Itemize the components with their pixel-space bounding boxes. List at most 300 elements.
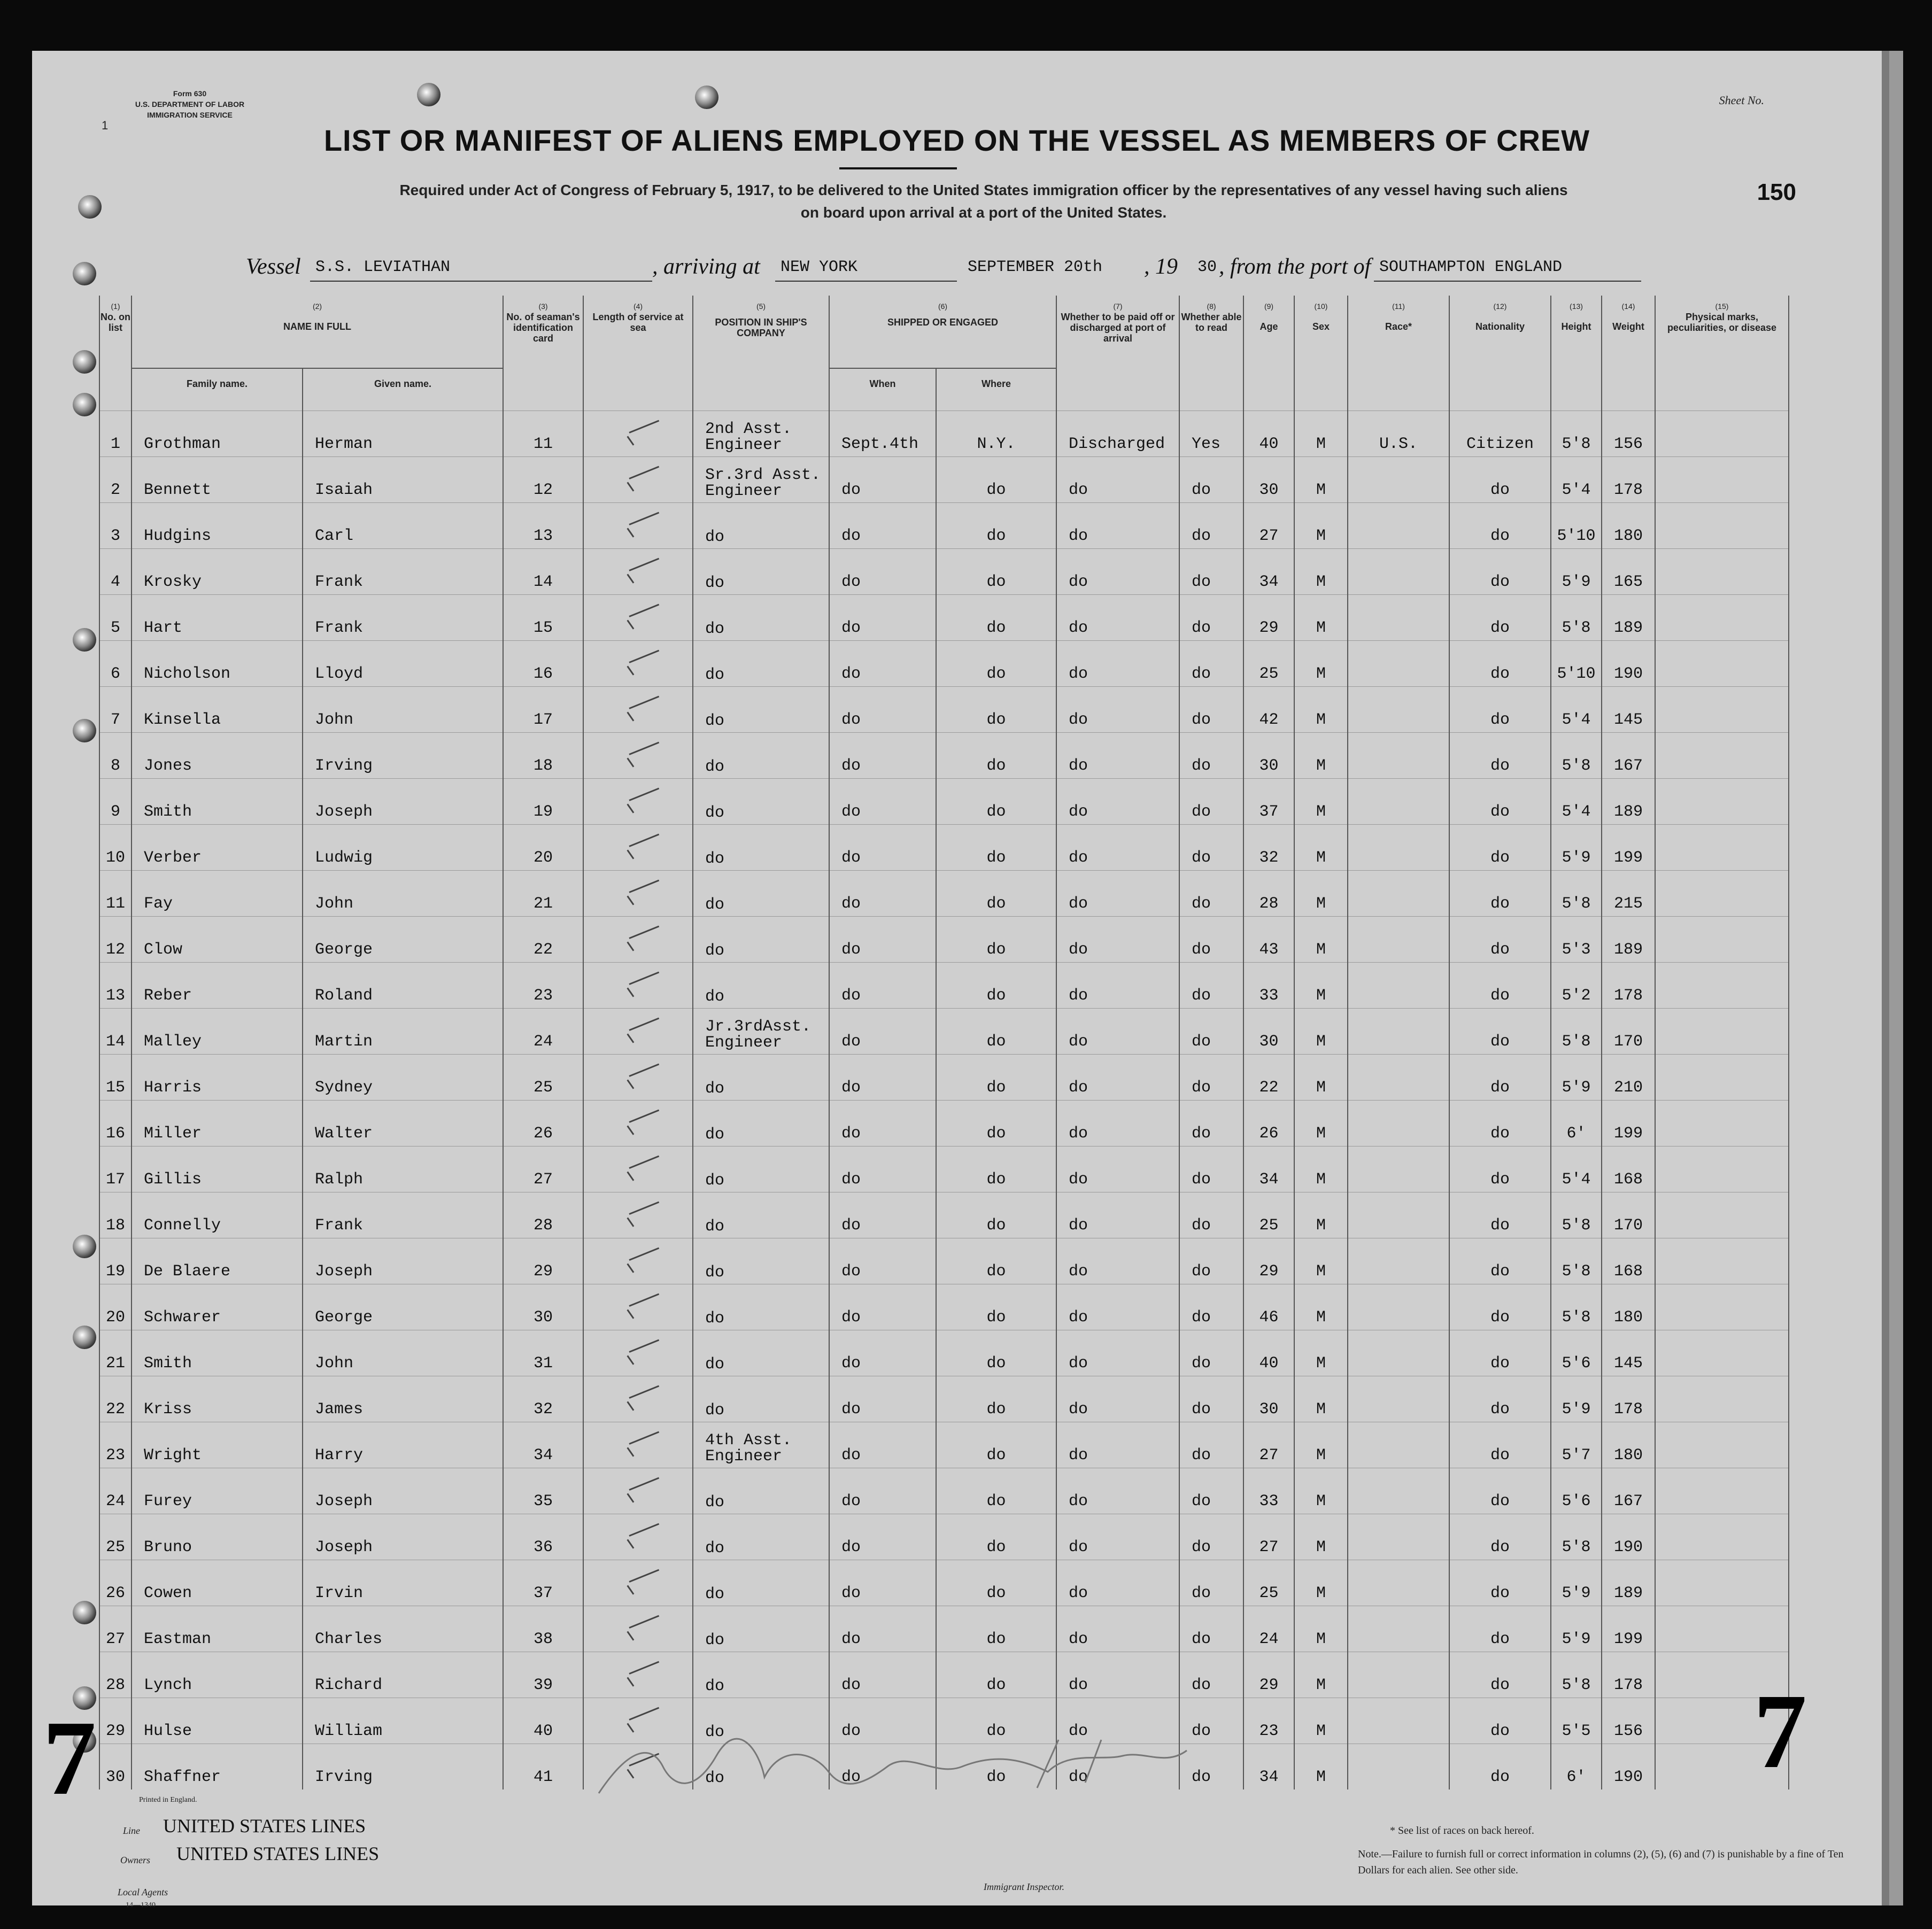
shipped-where-cell: do — [936, 917, 1056, 963]
checkmark-icon — [620, 1032, 657, 1045]
row-number-cell: 19 — [99, 1238, 132, 1284]
position-line-2: do — [705, 1080, 725, 1098]
shipped-where-cell: do — [936, 733, 1056, 779]
paid-off-cell: do — [1056, 1101, 1179, 1146]
id-card-cell: 32 — [503, 1376, 583, 1422]
height-cell: 5'8 — [1551, 1238, 1602, 1284]
given-name-cell: Frank — [303, 549, 503, 595]
punch-hole-icon — [78, 195, 102, 219]
able-to-read-cell: do — [1179, 963, 1243, 1009]
nationality-cell: do — [1449, 1284, 1551, 1330]
row-number-cell: 10 — [99, 825, 132, 871]
row-number-cell: 3 — [99, 503, 132, 549]
table-row — [99, 733, 1789, 779]
race-cell — [1348, 779, 1449, 825]
shipped-when-cell: do — [829, 641, 936, 687]
weight-cell: 199 — [1602, 825, 1655, 871]
age-cell: 25 — [1243, 641, 1294, 687]
sheet-number: 150 — [1757, 179, 1796, 205]
height-cell: 5'3 — [1551, 917, 1602, 963]
height-cell: 5'8 — [1551, 1284, 1602, 1330]
physical-marks-cell — [1655, 1192, 1789, 1238]
height-cell: 5'2 — [1551, 963, 1602, 1009]
checkmark-icon — [620, 1215, 657, 1229]
col-race-header: (11) Race* — [1348, 296, 1449, 411]
title-rule — [839, 167, 957, 169]
able-to-read-cell: do — [1179, 733, 1243, 779]
service-length-cell — [583, 1284, 693, 1330]
nationality-cell: do — [1449, 549, 1551, 595]
sex-cell: M — [1294, 1192, 1348, 1238]
weight-cell: 180 — [1602, 1422, 1655, 1468]
shipped-where-cell: do — [936, 1330, 1056, 1376]
checkmark-icon — [620, 756, 657, 770]
id-card-cell: 29 — [503, 1238, 583, 1284]
table-row — [99, 1330, 1789, 1376]
sex-cell: M — [1294, 1698, 1348, 1744]
nationality-cell: do — [1449, 687, 1551, 733]
service-length-cell — [583, 1606, 693, 1652]
paid-off-cell: do — [1056, 779, 1179, 825]
weight-cell: 168 — [1602, 1146, 1655, 1192]
able-to-read-cell: do — [1179, 1698, 1243, 1744]
id-card-cell: 31 — [503, 1330, 583, 1376]
weight-cell: 168 — [1602, 1238, 1655, 1284]
nationality-cell: do — [1449, 1514, 1551, 1560]
physical-marks-cell — [1655, 549, 1789, 595]
sex-cell: M — [1294, 595, 1348, 641]
table-row — [99, 1514, 1789, 1560]
nationality-cell: Citizen — [1449, 411, 1551, 457]
able-to-read-cell: do — [1179, 779, 1243, 825]
shipped-when-cell: do — [829, 1101, 936, 1146]
family-name-cell: Hudgins — [132, 503, 303, 549]
id-card-cell: 15 — [503, 595, 583, 641]
department: U.S. DEPARTMENT OF LABOR — [135, 100, 245, 109]
id-card-cell: 38 — [503, 1606, 583, 1652]
sex-cell: M — [1294, 503, 1348, 549]
physical-marks-cell — [1655, 457, 1789, 503]
service-length-cell — [583, 917, 693, 963]
sheet-label: Sheet No. — [1719, 94, 1764, 107]
row-number-cell: 25 — [99, 1514, 132, 1560]
id-card-cell: 18 — [503, 733, 583, 779]
paid-off-cell: do — [1056, 549, 1179, 595]
service-length-cell — [583, 687, 693, 733]
nationality-cell: do — [1449, 1055, 1551, 1101]
age-cell: 29 — [1243, 1238, 1294, 1284]
nationality-cell: do — [1449, 1376, 1551, 1422]
weight-cell: 190 — [1602, 1744, 1655, 1790]
age-cell: 30 — [1243, 457, 1294, 503]
family-name-cell: Bruno — [132, 1514, 303, 1560]
shipped-where-cell: do — [936, 963, 1056, 1009]
service-length-cell — [583, 871, 693, 917]
checkmark-icon — [620, 1721, 657, 1735]
weight-cell: 190 — [1602, 1514, 1655, 1560]
physical-marks-cell — [1655, 1514, 1789, 1560]
able-to-read-cell: do — [1179, 1101, 1243, 1146]
race-cell — [1348, 1560, 1449, 1606]
given-name-cell: Carl — [303, 503, 503, 549]
height-cell: 5'4 — [1551, 687, 1602, 733]
physical-marks-cell — [1655, 687, 1789, 733]
sex-cell: M — [1294, 779, 1348, 825]
year-suffix: 30 — [1197, 258, 1217, 276]
id-card-cell: 21 — [503, 871, 583, 917]
physical-marks-cell — [1655, 1422, 1789, 1468]
col-where-header: Where — [936, 368, 1056, 411]
sex-cell: M — [1294, 733, 1348, 779]
able-to-read-cell: Yes — [1179, 411, 1243, 457]
row-number-cell: 28 — [99, 1652, 132, 1698]
table-row — [99, 1009, 1789, 1055]
physical-marks-cell — [1655, 1146, 1789, 1192]
sex-cell: M — [1294, 1009, 1348, 1055]
race-cell — [1348, 1376, 1449, 1422]
race-cell: U.S. — [1348, 411, 1449, 457]
shipped-when-cell: do — [829, 1192, 936, 1238]
position-line-1: 2nd Asst. — [705, 420, 792, 438]
col-paid-header: (7) Whether to be paid off or discharged at port of arrival — [1056, 296, 1179, 411]
position-cell — [693, 549, 829, 595]
position-line-2: do — [705, 1585, 725, 1603]
arrival-date: SEPTEMBER 20th — [968, 258, 1103, 276]
footer-notes — [1358, 1823, 1850, 1878]
height-cell: 5'4 — [1551, 457, 1602, 503]
shipped-when-cell: do — [829, 1376, 936, 1422]
service-length-cell — [583, 1101, 693, 1146]
service-length-cell — [583, 1330, 693, 1376]
position-line-2: do — [705, 758, 725, 776]
given-name-cell: Ralph — [303, 1146, 503, 1192]
nationality-cell: do — [1449, 1238, 1551, 1284]
height-cell: 5'9 — [1551, 825, 1602, 871]
given-name-cell: Walter — [303, 1101, 503, 1146]
table-row — [99, 1560, 1789, 1606]
row-number-cell: 24 — [99, 1468, 132, 1514]
shipped-where-cell: do — [936, 1238, 1056, 1284]
shipped-when-cell: do — [829, 917, 936, 963]
col-marks-header: (15) Physical marks, peculiarities, or disease — [1655, 296, 1789, 411]
service-length-cell — [583, 963, 693, 1009]
age-cell: 27 — [1243, 503, 1294, 549]
nationality-cell: do — [1449, 1744, 1551, 1790]
given-name-cell: Irving — [303, 1744, 503, 1790]
service-length-cell — [583, 825, 693, 871]
id-card-cell: 27 — [503, 1146, 583, 1192]
nationality-cell: do — [1449, 779, 1551, 825]
position-cell — [693, 1514, 829, 1560]
given-name-cell: Sydney — [303, 1055, 503, 1101]
position-cell — [693, 733, 829, 779]
able-to-read-cell: do — [1179, 1238, 1243, 1284]
service-length-cell — [583, 549, 693, 595]
row-number-cell: 7 — [99, 687, 132, 733]
sex-cell: M — [1294, 1468, 1348, 1514]
sex-cell: M — [1294, 1652, 1348, 1698]
given-name-cell: James — [303, 1376, 503, 1422]
family-name-cell: Kriss — [132, 1376, 303, 1422]
family-name-cell: Smith — [132, 1330, 303, 1376]
sex-cell: M — [1294, 687, 1348, 733]
service: IMMIGRATION SERVICE — [147, 111, 233, 119]
position-line-2: do — [705, 942, 725, 960]
checkmark-icon — [620, 1169, 657, 1183]
table-row — [99, 549, 1789, 595]
shipped-where-cell: do — [936, 779, 1056, 825]
able-to-read-cell: do — [1179, 687, 1243, 733]
paid-off-cell: do — [1056, 1652, 1179, 1698]
col-position-header: (5) POSITION IN SHIP'S COMPANY — [693, 296, 829, 411]
weight-cell: 178 — [1602, 457, 1655, 503]
shipped-where-cell: do — [936, 1055, 1056, 1101]
position-line-2: do — [705, 712, 725, 730]
inspector-signature — [588, 1734, 1230, 1799]
nationality-cell: do — [1449, 503, 1551, 549]
paid-off-cell: do — [1056, 1330, 1179, 1376]
manifest-sheet — [32, 51, 1889, 1909]
vessel-label: Vessel — [246, 254, 301, 279]
checkmark-icon — [620, 480, 657, 494]
owners-name: UNITED STATES LINES — [176, 1843, 380, 1864]
page-title: LIST OR MANIFEST OF ALIENS EMPLOYED ON THE VESSEL AS MEMBERS OF CREW — [323, 123, 1590, 157]
checkmark-icon — [620, 1629, 657, 1643]
weight-cell: 145 — [1602, 687, 1655, 733]
row-number-cell: 14 — [99, 1009, 132, 1055]
able-to-read-cell: do — [1179, 1284, 1243, 1330]
sex-cell: M — [1294, 1376, 1348, 1422]
age-cell: 27 — [1243, 1514, 1294, 1560]
position-line-2: do — [705, 1401, 725, 1420]
from-port-label: , from the port of — [1219, 254, 1371, 279]
position-line-2: Engineer — [705, 1447, 783, 1466]
race-cell — [1348, 871, 1449, 917]
position-cell — [693, 1284, 829, 1330]
given-name-cell: Martin — [303, 1009, 503, 1055]
service-length-cell — [583, 641, 693, 687]
age-cell: 34 — [1243, 1744, 1294, 1790]
family-name-cell: Bennett — [132, 457, 303, 503]
checkmark-icon — [620, 1445, 657, 1459]
paid-off-cell: do — [1056, 917, 1179, 963]
paid-off-cell: do — [1056, 1238, 1179, 1284]
height-cell: 5'9 — [1551, 549, 1602, 595]
sex-cell: M — [1294, 1606, 1348, 1652]
race-cell — [1348, 641, 1449, 687]
table-row — [99, 1238, 1789, 1284]
col-read-header: (8) Whether able to read — [1179, 296, 1243, 411]
weight-cell: 199 — [1602, 1101, 1655, 1146]
family-name-cell: Reber — [132, 963, 303, 1009]
sex-cell: M — [1294, 1560, 1348, 1606]
page-number-left: 7 — [43, 1699, 96, 1817]
service-length-cell — [583, 1376, 693, 1422]
service-length-cell — [583, 1652, 693, 1698]
sex-cell: M — [1294, 871, 1348, 917]
row-number-cell: 16 — [99, 1101, 132, 1146]
weight-cell: 180 — [1602, 1284, 1655, 1330]
row-number-cell: 8 — [99, 733, 132, 779]
age-cell: 33 — [1243, 1468, 1294, 1514]
checkmark-icon — [620, 802, 657, 816]
subtitle-line-1: Required under Act of Congress of February 5, 1917, to be delivered to the United States immigration officer by the representatives of any vessel having such aliens — [399, 182, 1568, 198]
col-length-header: (4) Length of service at sea — [583, 296, 693, 411]
table-row — [99, 411, 1789, 457]
paid-off-cell: do — [1056, 1422, 1179, 1468]
paid-off-cell: do — [1056, 1560, 1179, 1606]
position-line-2: do — [705, 896, 725, 914]
row-number-cell: 13 — [99, 963, 132, 1009]
vessel-name: S.S. LEVIATHAN — [315, 258, 451, 276]
shipped-when-cell: do — [829, 1422, 936, 1468]
height-cell: 5'9 — [1551, 1376, 1602, 1422]
height-cell: 5'10 — [1551, 641, 1602, 687]
crew-table — [99, 296, 1789, 1789]
race-cell — [1348, 1514, 1449, 1560]
height-cell: 5'9 — [1551, 1606, 1602, 1652]
position-line-2: do — [705, 1769, 725, 1787]
position-cell — [693, 1376, 829, 1422]
height-cell: 6' — [1551, 1744, 1602, 1790]
service-length-cell — [583, 1422, 693, 1468]
col-family-header: Family name. — [132, 368, 303, 411]
height-cell: 5'6 — [1551, 1330, 1602, 1376]
age-cell: 25 — [1243, 1192, 1294, 1238]
paid-off-cell: do — [1056, 1192, 1179, 1238]
physical-marks-cell — [1655, 1055, 1789, 1101]
checkmark-icon — [620, 1261, 657, 1275]
owners-label: Owners — [120, 1855, 151, 1865]
given-name-cell: John — [303, 687, 503, 733]
paid-off-cell: Discharged — [1056, 411, 1179, 457]
paid-off-cell: do — [1056, 641, 1179, 687]
shipped-where-cell: do — [936, 871, 1056, 917]
nationality-cell: do — [1449, 963, 1551, 1009]
punch-hole-icon — [73, 628, 96, 652]
table-row — [99, 503, 1789, 549]
physical-marks-cell — [1655, 1376, 1789, 1422]
shipped-where-cell: do — [936, 457, 1056, 503]
nationality-cell: do — [1449, 1330, 1551, 1376]
race-note: * See list of races on back hereof. — [1390, 1825, 1534, 1837]
paid-off-cell: do — [1056, 1514, 1179, 1560]
given-name-cell: Joseph — [303, 1238, 503, 1284]
checkmark-icon — [620, 526, 657, 540]
race-cell — [1348, 1146, 1449, 1192]
col-name-header: (2) NAME IN FULL — [132, 296, 503, 368]
shipped-where-cell: do — [936, 1192, 1056, 1238]
sex-cell: M — [1294, 963, 1348, 1009]
paid-off-cell: do — [1056, 503, 1179, 549]
sex-cell: M — [1294, 411, 1348, 457]
shipped-where-cell: do — [936, 687, 1056, 733]
height-cell: 6' — [1551, 1101, 1602, 1146]
position-line-2: do — [705, 1218, 725, 1236]
race-cell — [1348, 1468, 1449, 1514]
position-line-1: 4th Asst. — [705, 1431, 792, 1450]
position-cell — [693, 917, 829, 963]
shipped-where-cell: do — [936, 1146, 1056, 1192]
row-number-cell: 22 — [99, 1376, 132, 1422]
given-name-cell: Joseph — [303, 1468, 503, 1514]
given-name-cell: Lloyd — [303, 641, 503, 687]
race-cell — [1348, 1192, 1449, 1238]
family-name-cell: Hart — [132, 595, 303, 641]
shipped-when-cell: do — [829, 1606, 936, 1652]
age-cell: 23 — [1243, 1698, 1294, 1744]
id-card-cell: 39 — [503, 1652, 583, 1698]
able-to-read-cell: do — [1179, 1606, 1243, 1652]
nationality-cell: do — [1449, 1101, 1551, 1146]
position-cell — [693, 595, 829, 641]
shipped-where-cell: do — [936, 549, 1056, 595]
position-line-2: do — [705, 1677, 725, 1695]
punch-hole-icon — [73, 262, 96, 285]
inspector-label: Immigrant Inspector. — [984, 1881, 1064, 1892]
service-length-cell — [583, 1514, 693, 1560]
checkmark-icon — [620, 1399, 657, 1413]
height-cell: 5'7 — [1551, 1422, 1602, 1468]
sex-cell: M — [1294, 825, 1348, 871]
paid-off-cell: do — [1056, 963, 1179, 1009]
handwritten-mark: 1 — [102, 119, 109, 132]
paid-off-cell: do — [1056, 1055, 1179, 1101]
sex-cell: M — [1294, 641, 1348, 687]
row-number-cell: 1 — [99, 411, 132, 457]
height-cell: 5'4 — [1551, 779, 1602, 825]
id-card-cell: 23 — [503, 963, 583, 1009]
shipped-when-cell: Sept.4th — [829, 411, 936, 457]
weight-cell: 178 — [1602, 1376, 1655, 1422]
able-to-read-cell: do — [1179, 1468, 1243, 1514]
shipped-where-cell: do — [936, 1101, 1056, 1146]
given-name-cell: John — [303, 1330, 503, 1376]
col-sex-header: (10) Sex — [1294, 296, 1348, 411]
age-cell: 29 — [1243, 1652, 1294, 1698]
race-cell — [1348, 963, 1449, 1009]
shipped-when-cell: do — [829, 733, 936, 779]
shipped-when-cell: do — [829, 1560, 936, 1606]
position-line-1: Sr.3rd Asst. — [705, 466, 821, 484]
position-cell — [693, 1422, 829, 1468]
nationality-cell: do — [1449, 917, 1551, 963]
table-row — [99, 641, 1789, 687]
able-to-read-cell: do — [1179, 503, 1243, 549]
able-to-read-cell: do — [1179, 1192, 1243, 1238]
race-cell — [1348, 1422, 1449, 1468]
paid-off-cell: do — [1056, 1744, 1179, 1790]
nationality-cell: do — [1449, 733, 1551, 779]
vessel-underline — [310, 281, 652, 282]
service-length-cell — [583, 733, 693, 779]
race-cell — [1348, 503, 1449, 549]
family-name-cell: Eastman — [132, 1606, 303, 1652]
shipped-where-cell: do — [936, 641, 1056, 687]
age-cell: 42 — [1243, 687, 1294, 733]
age-cell: 25 — [1243, 1560, 1294, 1606]
position-line-2: do — [705, 1493, 725, 1512]
age-cell: 27 — [1243, 1422, 1294, 1468]
shipped-when-cell: do — [829, 963, 936, 1009]
weight-cell: 156 — [1602, 411, 1655, 457]
checkmark-icon — [620, 940, 657, 954]
family-name-cell: Smith — [132, 779, 303, 825]
shipped-where-cell: do — [936, 1376, 1056, 1422]
shipped-where-cell: do — [936, 1514, 1056, 1560]
given-name-cell: Irving — [303, 733, 503, 779]
nationality-cell: do — [1449, 595, 1551, 641]
